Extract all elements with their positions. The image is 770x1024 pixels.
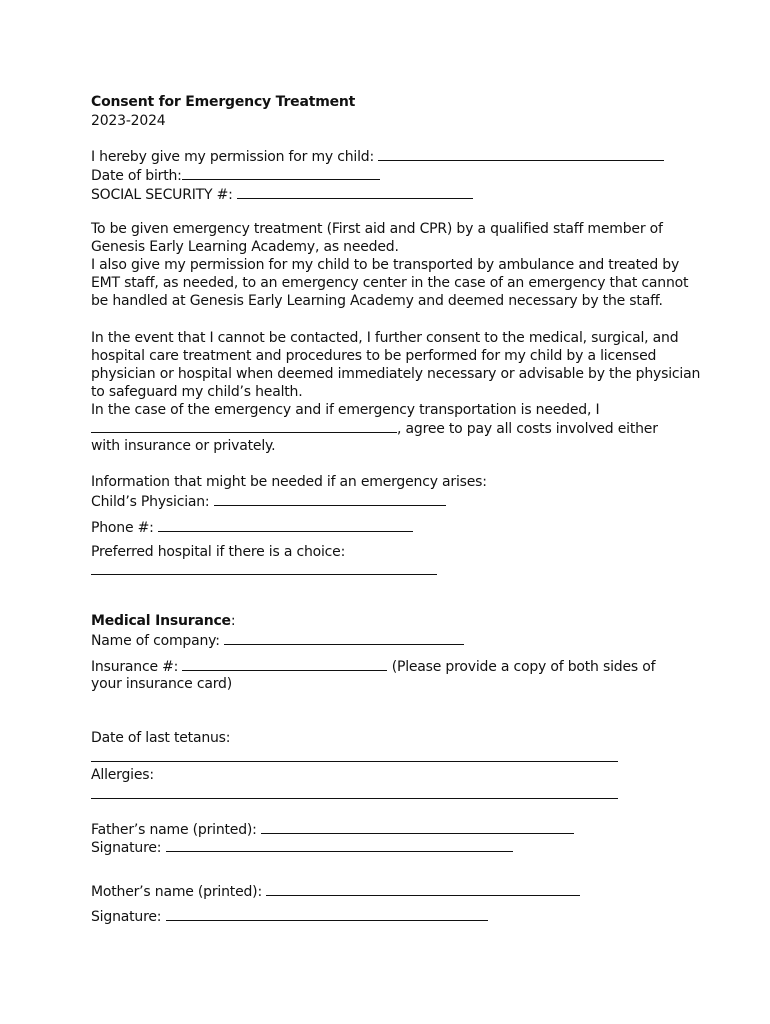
allergies-line xyxy=(91,785,618,804)
phone-blank[interactable] xyxy=(158,518,413,532)
insurance-private-text: with insurance or privately. xyxy=(91,438,276,454)
mother-signature-line xyxy=(91,907,488,926)
father-name-blank[interactable] xyxy=(261,820,574,834)
phone-label: Phone #: xyxy=(91,520,158,536)
preferred-hospital-label: Preferred hospital if there is a choice: xyxy=(91,544,346,560)
para1-line: To be given emergency treatment (First aid and CPR) by a qualified staff member of xyxy=(91,221,663,237)
child-permission-line xyxy=(91,147,664,166)
para2-line: In the event that I cannot be contacted, I further consent to the medical, surgical, and xyxy=(91,330,679,346)
para1-line: be handled at Genesis Early Learning Academy and deemed necessary by the staff. xyxy=(91,293,663,309)
guardian-pay-line xyxy=(91,419,658,438)
tetanus-line xyxy=(91,748,618,767)
mother-name-line xyxy=(91,882,580,901)
father-signature-label: Signature: xyxy=(91,840,166,856)
insurance-note: (Please provide a copy of both sides of xyxy=(387,659,656,675)
para2-line: to safeguard my child’s health. xyxy=(91,384,303,400)
physician-label: Child’s Physician: xyxy=(91,494,214,510)
father-name-line xyxy=(91,820,574,839)
insurance-number-blank[interactable] xyxy=(182,657,387,671)
child-name-blank[interactable] xyxy=(378,147,664,161)
company-label: Name of company: xyxy=(91,633,224,649)
father-signature-blank[interactable] xyxy=(166,838,513,852)
allergies-label: Allergies: xyxy=(91,767,154,783)
phone-line xyxy=(91,518,413,537)
physician-blank[interactable] xyxy=(214,492,446,506)
ssn-label: SOCIAL SECURITY #: xyxy=(91,187,237,203)
child-permission-label: I hereby give my permission for my child: xyxy=(91,149,379,165)
insurance-card-text: your insurance card) xyxy=(91,676,232,692)
father-name-label: Father’s name (printed): xyxy=(91,822,261,838)
agree-pay-text: , agree to pay all costs involved either xyxy=(397,421,658,437)
mother-name-label: Mother’s name (printed): xyxy=(91,884,267,900)
mother-signature-blank[interactable] xyxy=(166,907,488,921)
info-needed-text: Information that might be needed if an emergency arises: xyxy=(91,474,487,490)
heading-colon: : xyxy=(230,613,236,629)
father-signature-line xyxy=(91,838,513,857)
hospital-blank[interactable] xyxy=(91,561,437,575)
tetanus-label: Date of last tetanus: xyxy=(91,730,231,746)
mother-name-blank[interactable] xyxy=(266,882,580,896)
dob-label: Date of birth: xyxy=(91,168,182,184)
tetanus-blank[interactable] xyxy=(91,748,618,762)
company-blank[interactable] xyxy=(224,631,464,645)
school-year: 2023-2024 xyxy=(91,113,166,129)
physician-line xyxy=(91,492,446,511)
medical-insurance-label: Medical Insurance xyxy=(91,613,231,629)
para2-line: physician or hospital when deemed immediately necessary or advisable by the physician xyxy=(91,366,701,382)
dob-line xyxy=(91,166,380,185)
para2-line: hospital care treatment and procedures to be performed for my child by a licensed xyxy=(91,348,657,364)
mother-signature-label: Signature: xyxy=(91,909,166,925)
ssn-blank[interactable] xyxy=(237,185,473,199)
form-title: Consent for Emergency Treatment xyxy=(91,94,356,110)
company-line xyxy=(91,631,464,650)
allergies-blank[interactable] xyxy=(91,785,618,799)
medical-insurance-heading xyxy=(91,612,235,630)
para2-line: In the case of the emergency and if emergency transportation is needed, I xyxy=(91,402,600,418)
ssn-line xyxy=(91,185,473,204)
para1-line: I also give my permission for my child to be transported by ambulance and treated by xyxy=(91,257,680,273)
para1-line: EMT staff, as needed, to an emergency center in the case of an emergency that cannot xyxy=(91,275,689,291)
dob-blank[interactable] xyxy=(182,166,380,180)
hospital-line xyxy=(91,561,437,580)
para1-line: Genesis Early Learning Academy, as needed. xyxy=(91,239,399,255)
insurance-number-label: Insurance #: xyxy=(91,659,183,675)
guardian-name-blank[interactable] xyxy=(91,419,397,433)
insurance-number-line xyxy=(91,657,655,676)
